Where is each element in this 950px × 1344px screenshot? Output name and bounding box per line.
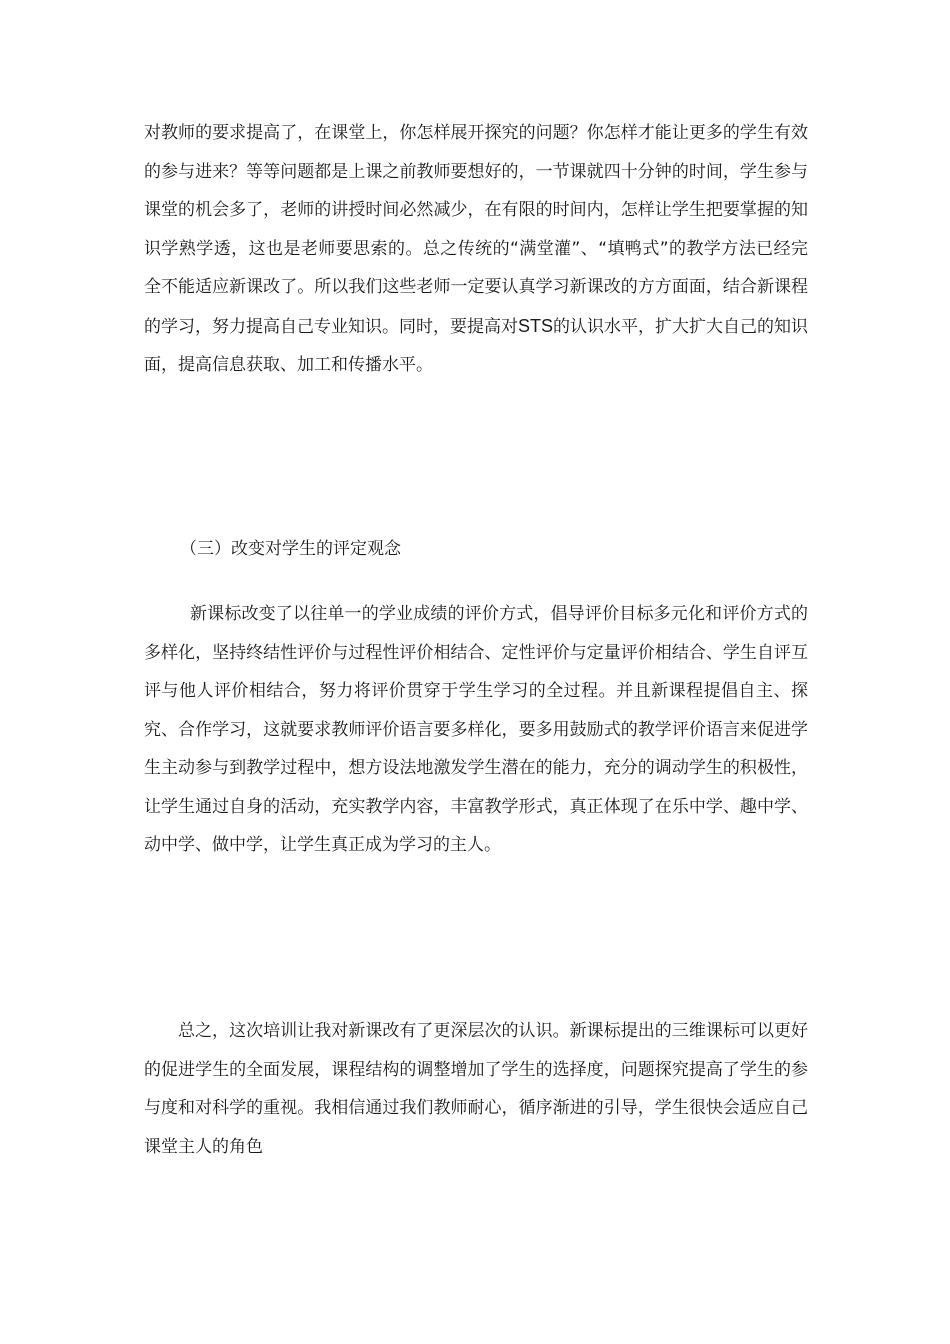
paragraph-text-part: 对教师的要求提高了，在课堂上，你怎样展开探究的问题？你怎样才能让更多的学生有效的参与进来？等等问题都是上课之前教师要想好的，一节课就四十分钟的时间，学生参与课堂的机会多了，老师的讲授时间必然减少，在有限的时间内，怎样让学生把要掌握的知识学熟学透，这也是老师要思索的。总之传统的“满堂灌”、“填鸭式”的教学方法已经完全不能适应新课改了。所以我们这些老师一定要认真学习新课改的方方面面，结合新课程的学习，努力提高自己专业知识。同时，要提高对: [144, 123, 808, 337]
paragraph-evaluation: [144, 595, 808, 865]
paragraph-text: 新课标改变了以往单一的学业成绩的评价方式，倡导评价目标多元化和评价方式的多样化，坚持终结性评价与过程性评价相结合、定性评价与定量评价相结合、学生自评互评与他人评价相结合，努力将评价贯穿于学生学习的全过程。并且新课程提倡自主、探究、合作学习，这就要求教师评价语言要多样化，要多用鼓励式的教学评价语言来促进学生主动参与到教学过程中，想方设法地激发学生潜在的能力，充分的调动学生的积极性，让学生通过自身的活动，充实教学内容，丰富教学形式，真正体现了在乐中学、趣中学、动中学、做中学，让学生真正成为学习的主人。: [144, 604, 808, 855]
section-heading-text: （三）改变对学生的评定观念: [180, 539, 401, 559]
paragraph-text: [144, 114, 808, 385]
paragraph-conclusion: [144, 1012, 808, 1166]
paragraph-text: 总之，这次培训让我对新课改有了更深层次的认识。新课标提出的三维课标可以更好的促进学生的全面发展，课程结构的调整增加了学生的选择度，问题探究提高了学生的参与度和对科学的重视。我相信通过我们教师耐心，循序渐进的引导，学生很快会适应自己课堂主人的角色: [144, 1021, 808, 1157]
sts-term: STS: [518, 315, 554, 336]
section-heading: [144, 530, 808, 569]
paragraph-text-part: 的认识水平，扩大扩大自己的知识面，提高信息获取、加工和传播水平。: [144, 316, 809, 375]
paragraph-continued: [144, 114, 808, 385]
